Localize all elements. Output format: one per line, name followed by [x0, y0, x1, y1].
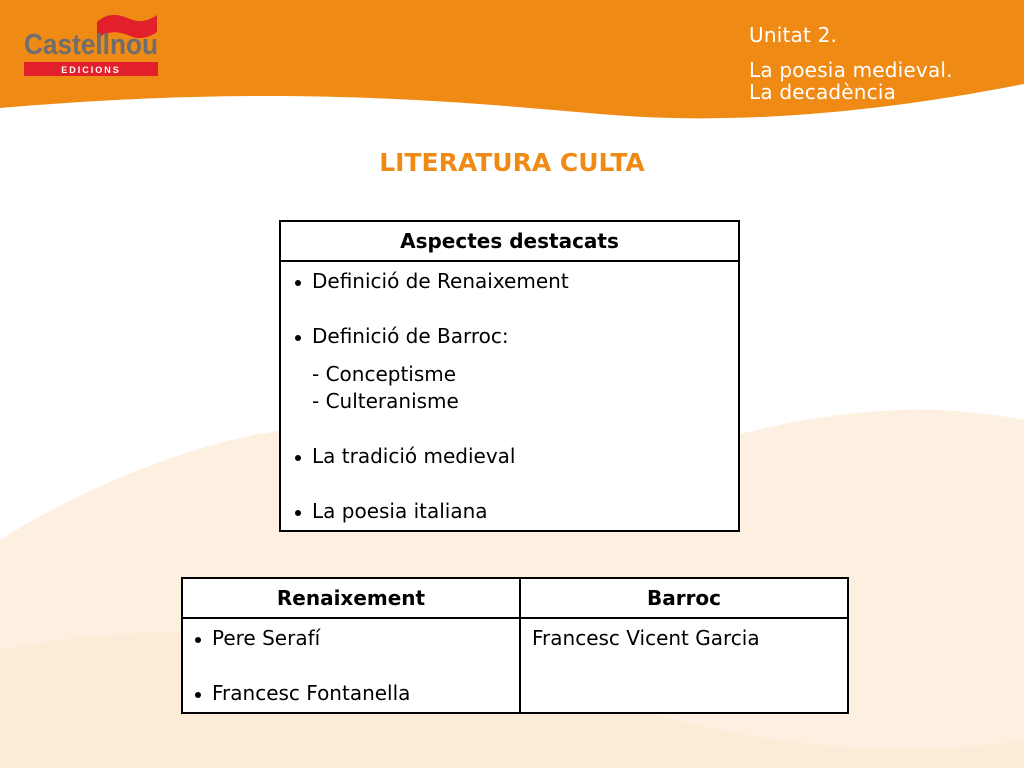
aspects-table-header: Aspectes destacats: [280, 221, 739, 261]
logo-subtext: EDICIONS: [61, 65, 121, 75]
authors-table-header-barroc: Barroc: [520, 578, 848, 618]
aspects-table: [279, 220, 740, 532]
aspects-table-body: [280, 261, 739, 531]
list-item: Definició de Renaixement: [290, 269, 737, 293]
castellnou-logo: [24, 8, 160, 78]
unit-number: Unitat 2.: [749, 23, 838, 47]
unit-heading: [749, 24, 953, 103]
list-item: La poesia italiana: [290, 499, 737, 523]
unit-title-line1: La poesia medieval.: [749, 58, 953, 82]
unit-title-line2: La decadència: [749, 80, 897, 104]
list-subitem: - Culteranisme: [312, 389, 459, 413]
list-item: La tradició medieval: [290, 444, 737, 468]
authors-table-header-renaixement: Renaixement: [182, 578, 520, 618]
list-item: Definició de Barroc:: [290, 324, 737, 348]
page-title: LITERATURA CULTA: [379, 148, 645, 177]
list-subitem: - Conceptisme: [312, 362, 457, 386]
renaixement-authors-cell: [182, 618, 520, 713]
barroc-author: Francesc Vicent Garcia: [532, 626, 760, 650]
authors-table: [181, 577, 849, 714]
list-item: Francesc Fontanella: [190, 681, 518, 705]
logo-text: Castellnou: [24, 29, 158, 61]
list-item: Pere Serafí: [190, 626, 518, 650]
barroc-authors-cell: [520, 618, 848, 713]
